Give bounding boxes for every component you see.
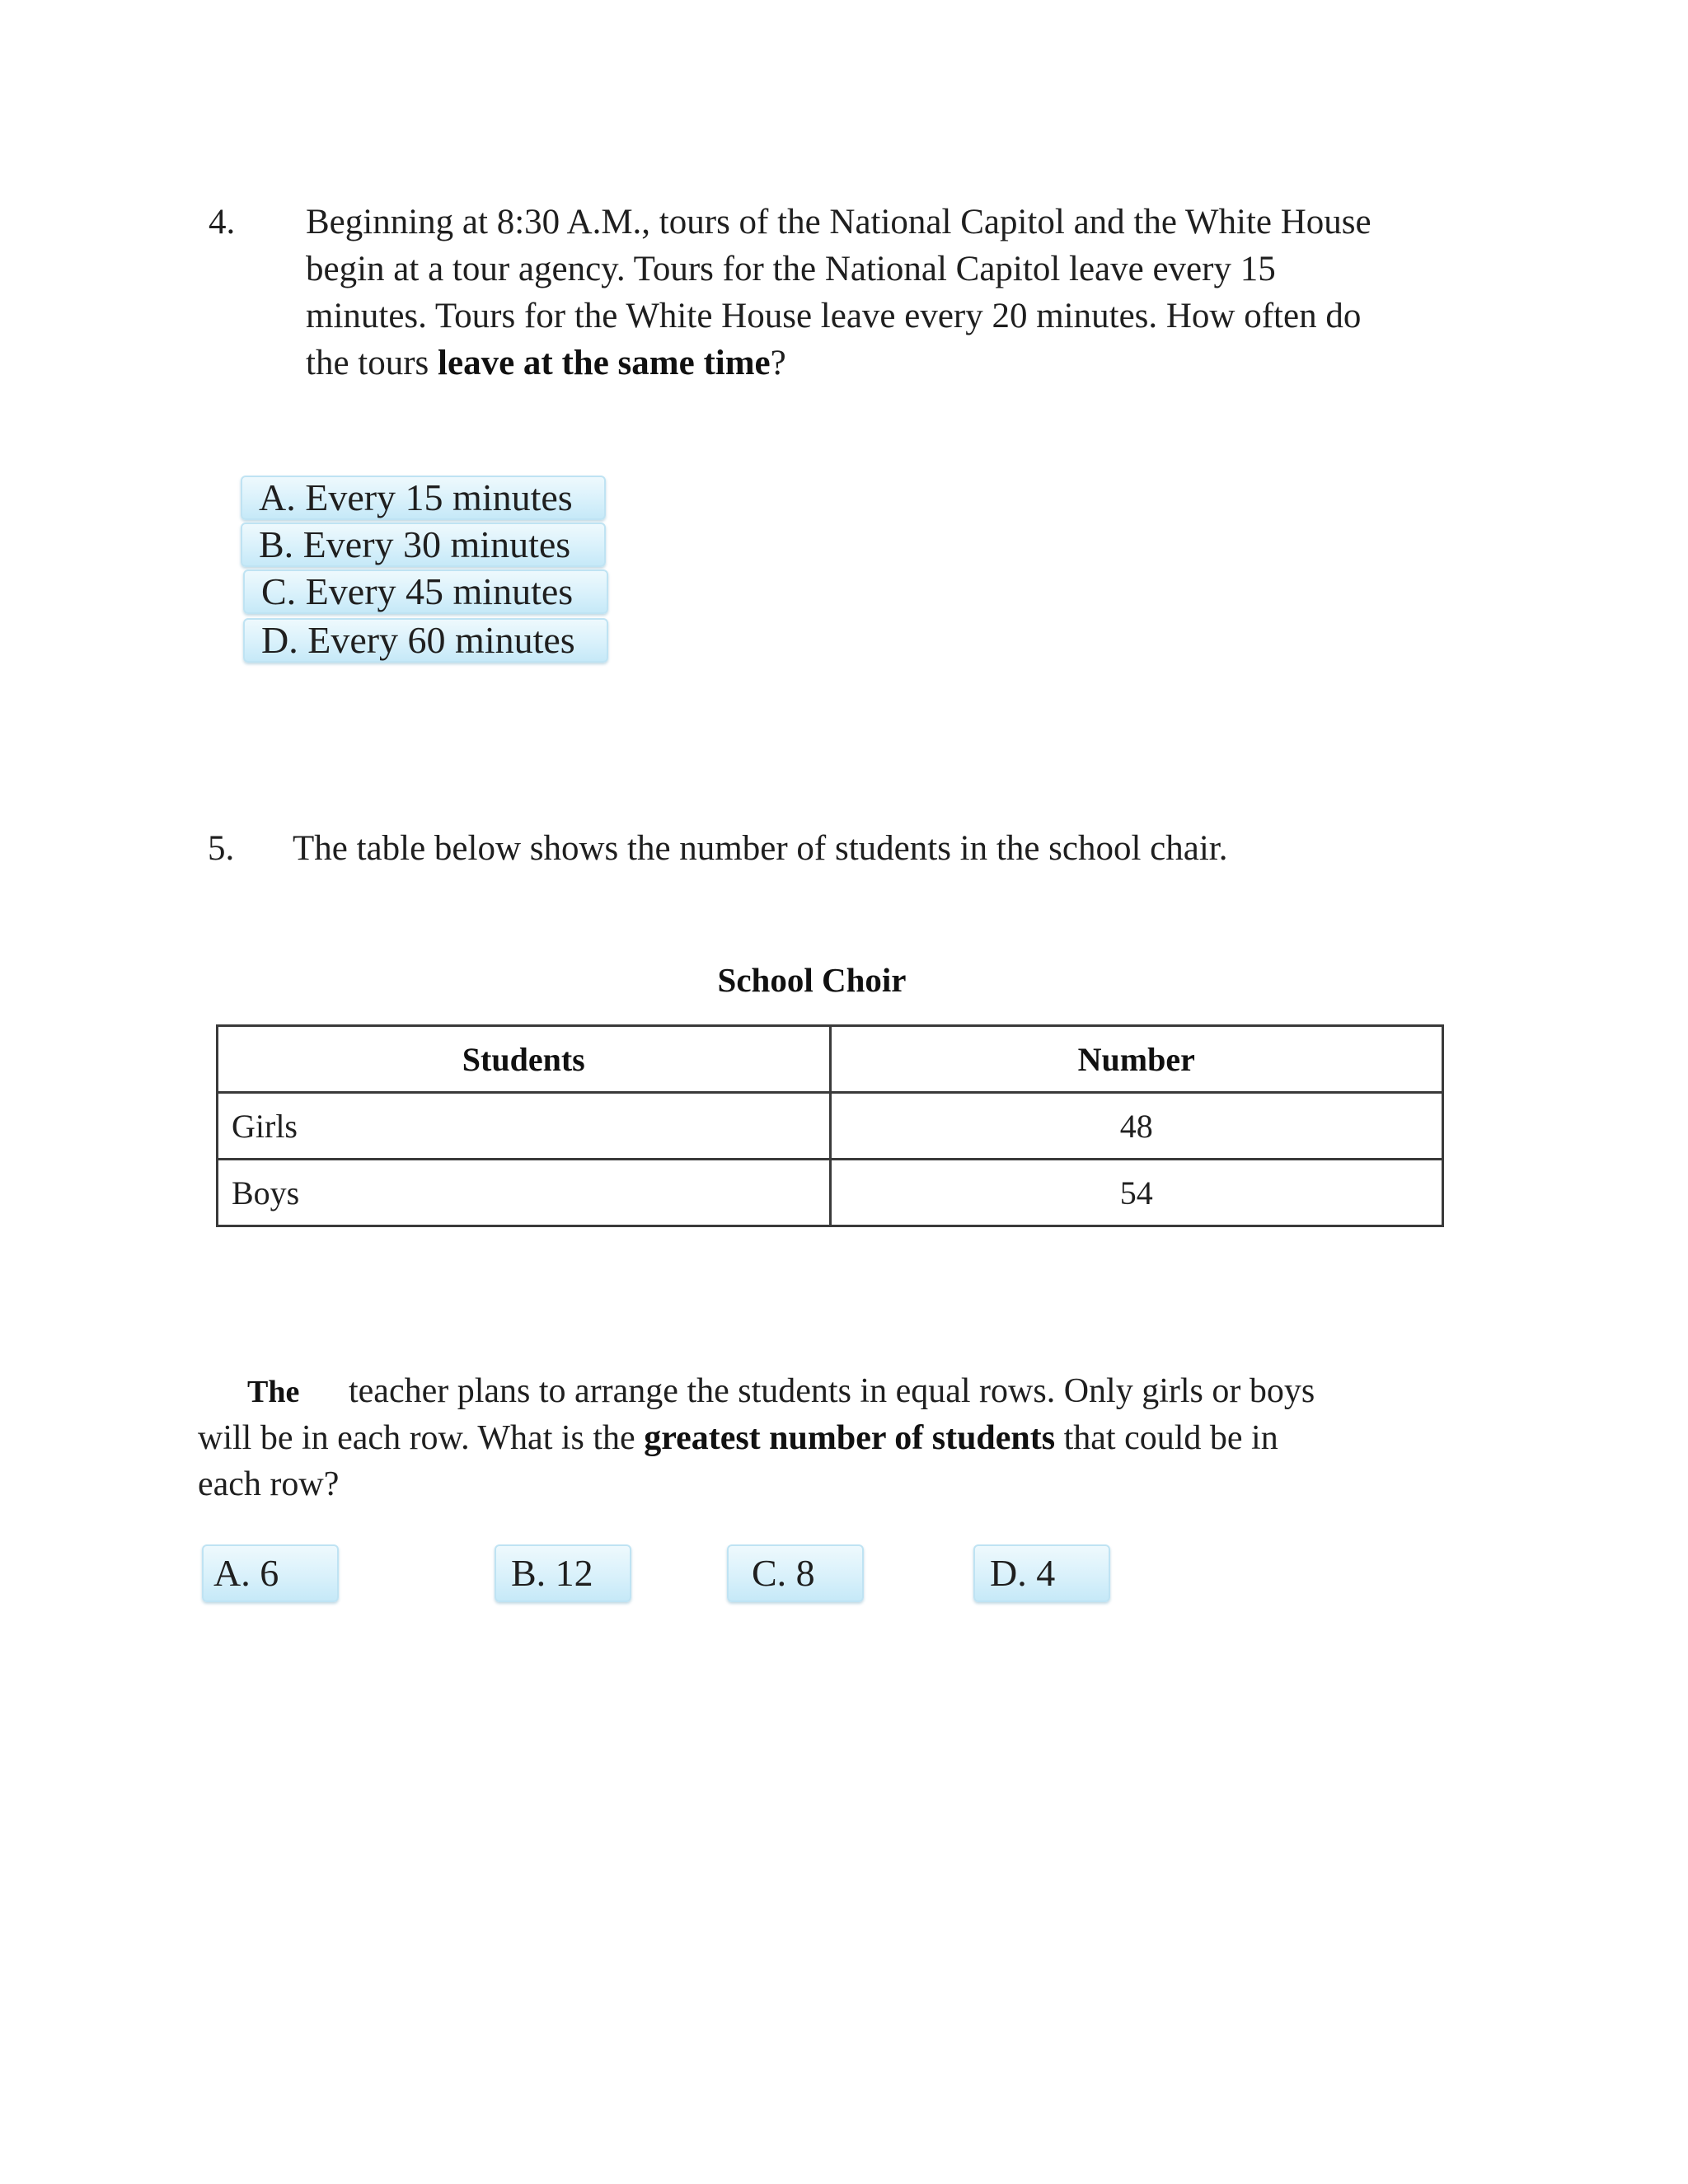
question-4-line-4 xyxy=(306,340,1372,387)
question-5-choice-b[interactable]: B. 12 xyxy=(495,1544,631,1602)
question-5-choice-a[interactable]: A. 6 xyxy=(202,1544,339,1602)
question-4-text xyxy=(306,199,1372,387)
question-5-para-line-1 xyxy=(198,1368,1315,1415)
cell-boys-label: Boys xyxy=(218,1160,831,1226)
question-5-choice-c[interactable]: C. 8 xyxy=(727,1544,864,1602)
question-4-choice-b[interactable]: B. Every 30 minutes xyxy=(241,523,606,567)
question-4-line-4-start: the tours xyxy=(306,344,438,382)
question-4-line-1: Beginning at 8:30 A.M., tours of the National Capitol and the White House xyxy=(306,203,1372,241)
question-5-choice-d[interactable]: D. 4 xyxy=(973,1544,1110,1602)
question-4-line-2: begin at a tour agency. Tours for the National Capitol leave every 15 xyxy=(306,250,1276,288)
question-5-para-line-1-rest: teacher plans to arrange the students in equal rows. Only girls or boys xyxy=(349,1372,1315,1410)
header-students: Students xyxy=(218,1026,831,1093)
school-choir-table xyxy=(216,1024,1444,1227)
question-5-para-line-2 xyxy=(198,1415,1315,1461)
question-5-para-line-2-start: will be in each row. What is the xyxy=(198,1419,645,1457)
question-5-paragraph xyxy=(198,1368,1315,1507)
question-4-line-4-end: ? xyxy=(770,344,786,382)
table-header-row xyxy=(218,1026,1443,1093)
question-5-emphasis: greatest number of students xyxy=(644,1419,1056,1457)
question-4-choice-a[interactable]: A. Every 15 minutes xyxy=(241,476,606,520)
question-5-para-line-3: each row? xyxy=(198,1465,340,1503)
question-5-intro: The table below shows the number of students in the school chair. xyxy=(293,829,1228,868)
question-5-para-first-word: The xyxy=(247,1375,300,1409)
cell-girls-label: Girls xyxy=(218,1093,831,1160)
question-4-choice-d[interactable]: D. Every 60 minutes xyxy=(243,618,608,663)
table-title: School Choir xyxy=(717,961,907,999)
question-4-number: 4. xyxy=(209,203,236,241)
question-4-line-3: minutes. Tours for the White House leave every 20 minutes. How often do xyxy=(306,297,1362,335)
table-row xyxy=(218,1160,1443,1226)
cell-girls-number: 48 xyxy=(830,1093,1443,1160)
table-row xyxy=(218,1093,1443,1160)
header-number: Number xyxy=(830,1026,1443,1093)
question-5-para-line-2-end: that could be in xyxy=(1055,1419,1278,1457)
cell-boys-number: 54 xyxy=(830,1160,1443,1226)
question-4-choice-c[interactable]: C. Every 45 minutes xyxy=(243,569,608,614)
question-5-number: 5. xyxy=(208,829,235,868)
question-4-emphasis: leave at the same time xyxy=(438,344,771,382)
